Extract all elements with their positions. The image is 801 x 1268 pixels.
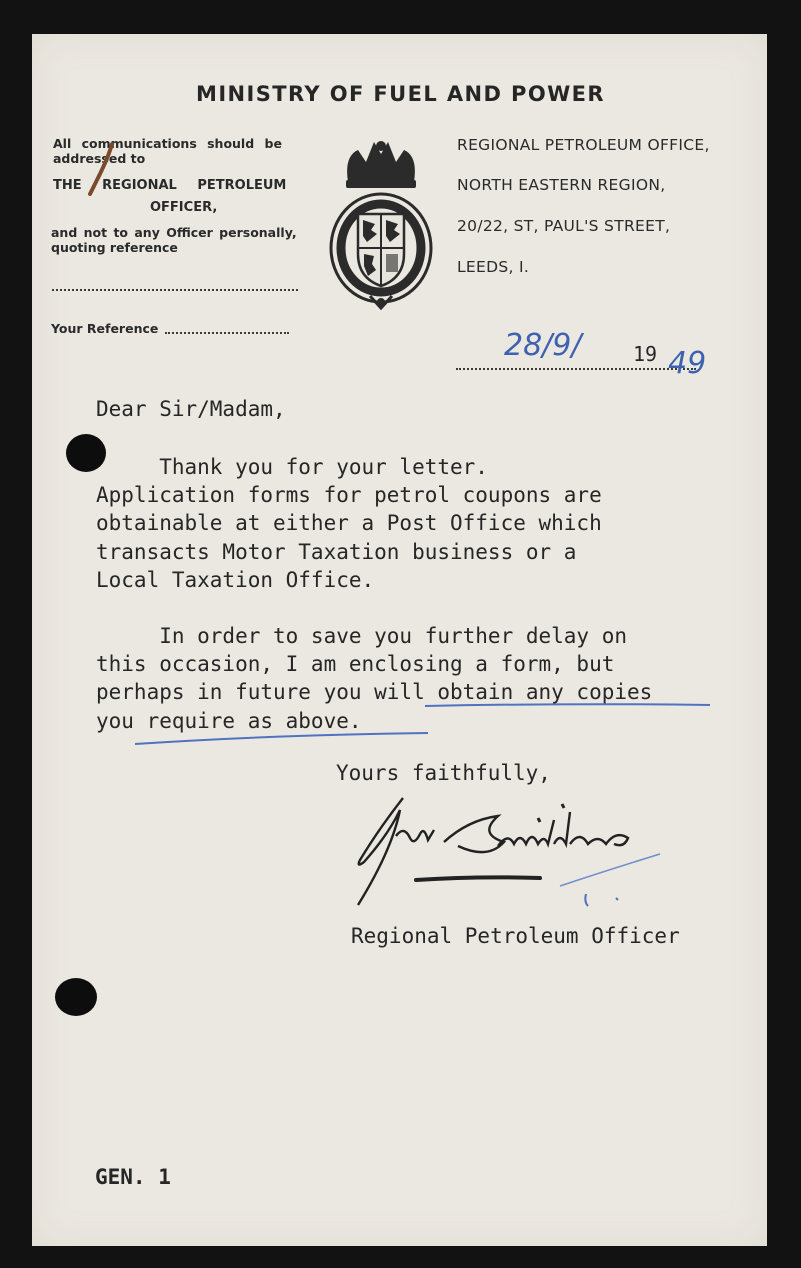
address-line-4: LEEDS, I. — [457, 258, 530, 276]
punch-hole-bottom — [55, 978, 97, 1016]
paragraph-1-line-4: transacts Motor Taxation business or a — [96, 539, 577, 564]
officer-line-2: OFFICER, — [150, 200, 218, 215]
paragraph-2-line-2: this occasion, I am enclosing a form, but — [96, 652, 615, 677]
date-year-printed: 19 — [633, 342, 658, 366]
signatory-title: Regional Petroleum Officer — [351, 924, 680, 948]
paragraph-2-line-1: In order to save you further delay on — [96, 624, 628, 648]
ink-stroke — [82, 140, 122, 200]
not-personally-line-2: quoting reference — [51, 240, 178, 255]
your-reference-dotted-line — [165, 332, 289, 334]
address-line-1: REGIONAL PETROLEUM OFFICE, — [457, 136, 710, 154]
salutation: Dear Sir/Madam, — [96, 397, 286, 421]
paragraph-1-line-5: Local Taxation Office. — [96, 567, 375, 592]
paragraph-1-line-2: Application forms for petrol coupons are — [96, 483, 602, 508]
date-handwritten: 28/9/ — [504, 328, 582, 363]
paragraph-2-line-4: you require as above. — [96, 708, 362, 733]
year-handwritten: 49 — [668, 346, 707, 381]
your-reference-label: Your Reference — [51, 321, 159, 336]
officer-line-1: THE REGIONAL PETROLEUM — [53, 178, 287, 193]
reference-dotted-line — [52, 289, 298, 291]
paragraph-1-line-3: obtainable at either a Post Office which — [96, 511, 602, 536]
address-line-2: NORTH EASTERN REGION, — [457, 176, 666, 194]
address-line-3: 20/22, ST, PAUL'S STREET, — [457, 217, 671, 235]
not-personally-line-1: and not to any Officer personally, — [51, 225, 297, 240]
comms-line-1: All communications should be — [53, 136, 282, 151]
royal-crest-emblem — [326, 136, 436, 312]
form-code: GEN. 1 — [95, 1165, 171, 1189]
closing: Yours faithfully, — [336, 761, 551, 785]
paragraph-1-line-1: Thank you for your letter. — [96, 455, 488, 479]
signature — [348, 790, 668, 915]
blue-underline-marks — [120, 695, 720, 755]
ministry-heading: MINISTRY OF FUEL AND POWER — [196, 82, 605, 106]
comms-line-2: addressed to — [53, 151, 146, 166]
paragraph-2-line-3: perhaps in future you will obtain any copies — [96, 680, 653, 705]
paragraph-1 — [96, 453, 602, 594]
date-dotted-line — [456, 368, 696, 370]
